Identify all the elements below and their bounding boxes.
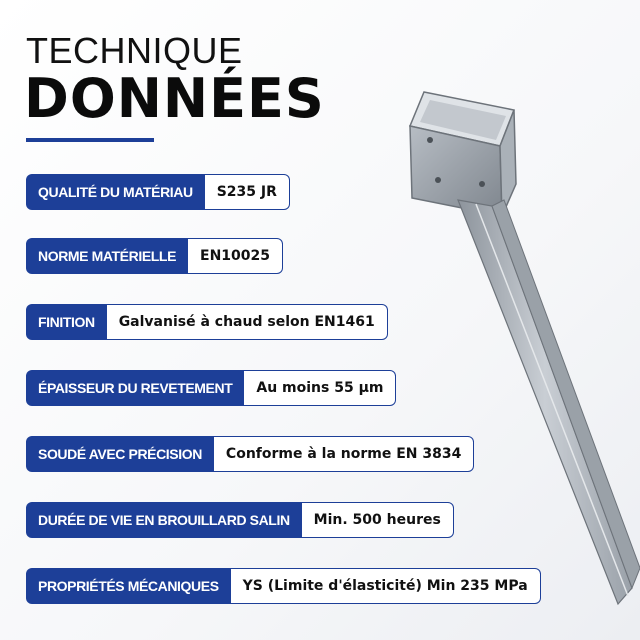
spec-row-finish [26,304,388,340]
spec-label: FINITION [26,304,107,340]
title-underline [26,138,154,142]
spec-label: NORME MATÉRIELLE [26,238,188,274]
spec-label: PROPRIÉTÉS MÉCANIQUES [26,568,231,604]
post-spike-edge [476,204,628,596]
post-anchor-image [396,88,640,640]
page-title: DONNÉES [24,67,325,130]
spec-value: Conforme à la norme EN 3834 [214,436,474,472]
spec-value: EN10025 [188,238,283,274]
spec-row-salt-spray [26,502,454,538]
spec-row-material-quality [26,174,290,210]
spec-value: S235 JR [205,174,290,210]
spec-label: SOUDÉ AVEC PRÉCISION [26,436,214,472]
spec-label: DURÉE DE VIE EN BROUILLARD SALIN [26,502,302,538]
post-hole [427,137,433,143]
spec-row-coating-thickness [26,370,396,406]
spec-value: Au moins 55 µm [244,370,396,406]
spec-value: YS (Limite d'élasticité) Min 235 MPa [231,568,541,604]
post-hole [435,177,441,183]
post-spike-front [458,200,632,604]
spec-value: Galvanisé à chaud selon EN1461 [107,304,388,340]
spec-label: ÉPAISSEUR DU REVETEMENT [26,370,244,406]
page-title-top: TECHNIQUE [26,30,243,71]
spec-label: QUALITÉ DU MATÉRIAU [26,174,205,210]
spec-row-material-standard [26,238,283,274]
post-spike-side [492,200,640,588]
post-hole [479,181,485,187]
spec-value: Min. 500 heures [302,502,454,538]
